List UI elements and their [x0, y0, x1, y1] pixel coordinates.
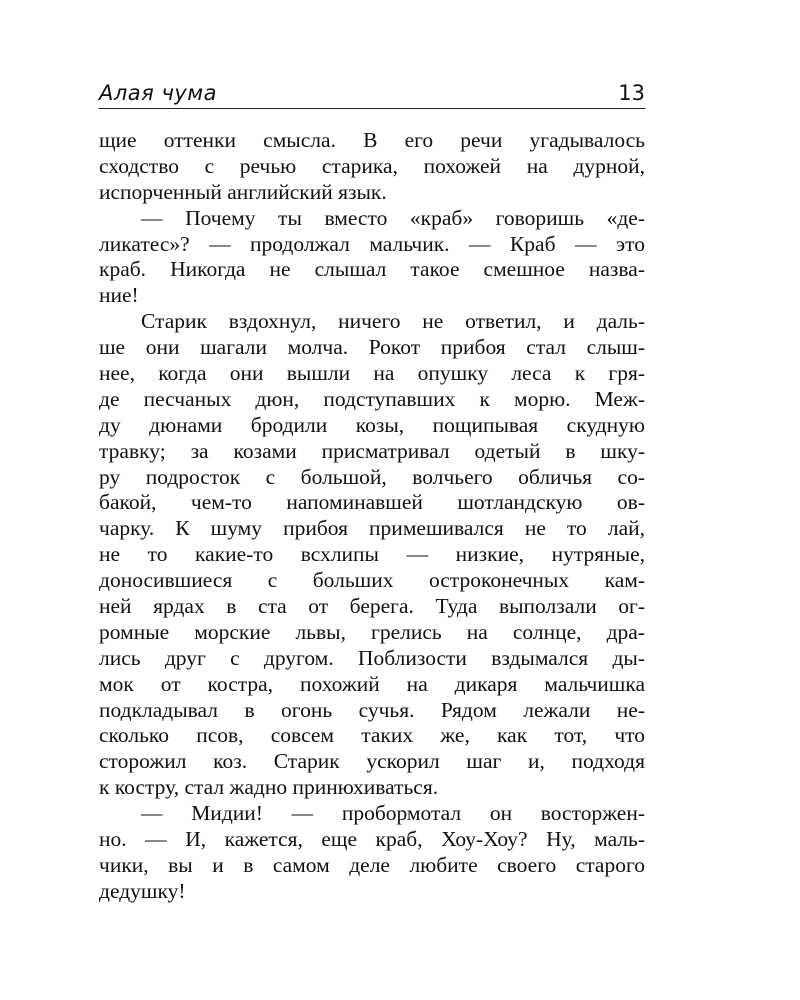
text-line: — Почему ты вместо «краб» говоришь «де-: [141, 205, 645, 230]
text-line: испорченный английский язык.: [99, 179, 387, 204]
text-line: травку; за козами присматривал одетый в шку-: [99, 438, 645, 463]
text-line: сколько псов, совсем таких же, как тот, что: [99, 723, 645, 748]
text-line: краб. Никогда не слышал такое смешное назва-: [99, 257, 645, 282]
text-line: де песчаных дюн, подступавших к морю. Меж-: [99, 386, 645, 411]
text-line: дедушку!: [99, 878, 186, 903]
paragraph: [99, 801, 645, 905]
page-number: 13: [618, 81, 645, 105]
text-line: доносившиеся с больших остроконечных кам-: [99, 568, 645, 593]
text-line: сходство с речью старика, похожей на дурной,: [99, 153, 645, 178]
text-line: — Мидии! — пробормотал он восторжен-: [141, 801, 645, 826]
text-line: нее, когда они вышли на опушку леса к гря-: [99, 361, 645, 386]
text-line: ше они шагали молча. Рокот прибоя стал слыш-: [99, 335, 645, 360]
text-line: сторожил коз. Старик ускорил шаг и, подходя: [99, 749, 645, 774]
book-page: [99, 0, 645, 1000]
page-header: [99, 78, 645, 109]
paragraph: [99, 309, 645, 801]
text-line: Старик вздохнул, ничего не ответил, и даль-: [141, 309, 645, 334]
text-line: щие оттенки смысла. В его речи угадывалось: [99, 128, 645, 152]
running-title: Алая чума: [99, 81, 218, 105]
paragraph: [99, 128, 645, 206]
paragraph: [99, 206, 645, 310]
text-line: мок от костра, похожий на дикаря мальчишка: [99, 671, 645, 696]
text-line: но. — И, кажется, еще краб, Хоу-Хоу? Ну, маль-: [99, 827, 645, 852]
text-line: подкладывал в огонь сучья. Рядом лежали не-: [99, 697, 645, 722]
text-line: ликатес»? — продолжал мальчик. — Краб — это: [99, 231, 645, 256]
text-line: к костру, стал жадно принюхиваться.: [99, 775, 439, 800]
text-line: чарку. К шуму прибоя примешивался не то лай,: [99, 516, 645, 541]
text-line: чики, вы и в самом деле любите своего старого: [99, 852, 645, 877]
body-text: [99, 128, 645, 905]
text-line: ду дюнами бродили козы, пощипывая скудную: [99, 412, 645, 437]
text-line: ней ярдах в ста от берега. Туда выползали ог-: [99, 594, 645, 619]
text-line: ромные морские львы, грелись на солнце, дра-: [99, 619, 645, 644]
text-line: ние!: [99, 283, 139, 308]
text-line: ру подросток с большой, волчьего обличья со-: [99, 464, 645, 489]
text-line: лись друг с другом. Поблизости вздымался ды-: [99, 645, 645, 670]
text-line: не то какие-то всхлипы — низкие, нутряные,: [99, 542, 645, 567]
text-line: бакой, чем-то напоминавшей шотландскую ов-: [99, 490, 645, 515]
